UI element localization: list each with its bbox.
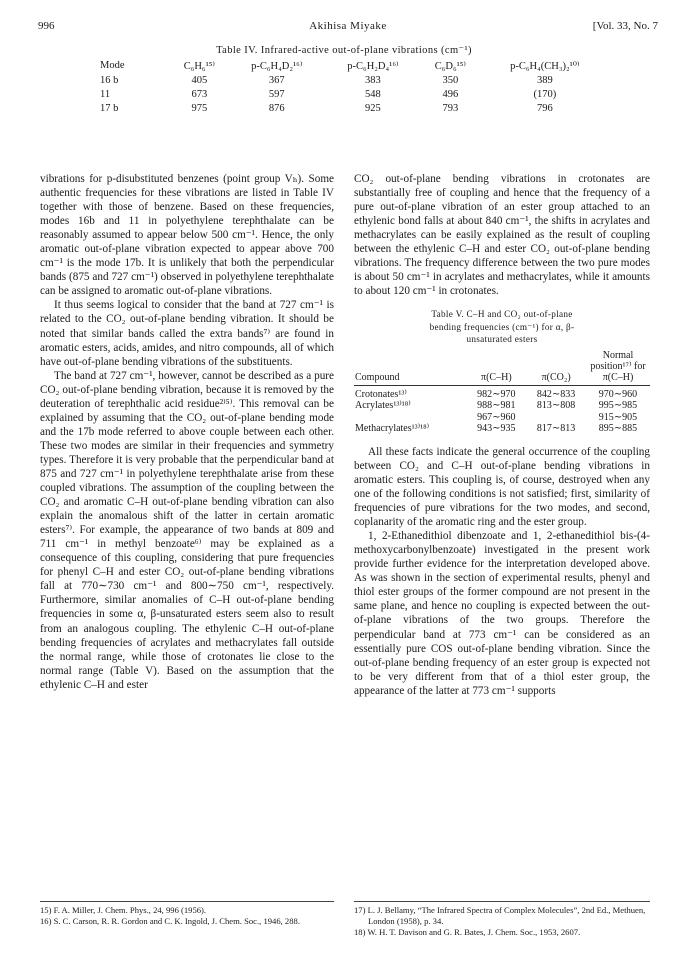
table-row xyxy=(100,73,610,87)
caption-line: Table V. C–H and CO₂ out-of-plane xyxy=(431,309,573,320)
table-cell: 496 xyxy=(442,88,459,100)
table-cell: 389 xyxy=(536,74,553,86)
table-cell: 982∼970 xyxy=(477,388,516,400)
table-cell: 943∼935 xyxy=(477,423,516,435)
table-cell: 813∼808 xyxy=(536,400,576,412)
table-cell: Methacrylates¹³⁾¹⁸⁾ xyxy=(355,423,430,435)
body-paragraph: The band at 727 cm⁻¹, however, cannot be described as a pure CO₂ out-of-plane bending vibration, because it is removed by the deuteration of terephthalic acid residue²⁾⁵⁾. This removal can be explained by assuming that the CO₂ out-of-plane bending mode and the 17b mode referred to above couple between each other. These two modes are similar in their frequencies and symmetry types. Therefore it is very probable that the perpendicular band at 875 and 727 cm⁻¹ in polyethylene terephthalate arise from these coupled vibrations. The assumption of the coupling between the CO₂ and aromatic C–H out-of-plane bending vibration can also explain the anomalous shift of the latter in certain aromatic esters⁷⁾. For example, the appearance of two bands at 809 and 711 cm⁻¹ in methyl benzoate⁶⁾ may be explained as a consequence of this coupling, considering that pure frequencies for phenyl C–H and ester CO₂ out-of-plane bending vibrations fall at 770∼730 cm⁻¹ and 800∼750 cm⁻¹, respectively. Furthermore, similar anomalies of C–H out-of-plane bending frequencies in some α, β-unsaturated esters seem also to result from an analogous coupling. The ethylenic C–H out-of-plane bending frequencies of acrylates and methacrylates fall outside the normal range, while those of crotonates lie close to the normal range (Table V). Based on the assumption that the ethylenic C–H and ester xyxy=(40,369,334,691)
caption-line: bending frequencies (cm⁻¹) for α, β- xyxy=(429,321,575,332)
body-paragraph: All these facts indicate the general occurrence of the coupling between CO₂ and C–H out-of-plane bending vibrations in aromatic esters. This coupling is, of course, destroyed when any one of the following conditions is not satisfied; first, similarity of frequencies of pure vibrations for the two modes, and second, coplanarity of the aromatic ring and the ester group. xyxy=(354,445,650,529)
table-header-cell: C₆D₆¹⁵⁾ xyxy=(434,60,466,72)
table-header-cell: π(CO₂) xyxy=(526,350,586,386)
table-cell: 405 xyxy=(191,74,208,86)
table-cell: 597 xyxy=(268,88,285,100)
table-cell: 673 xyxy=(191,88,208,100)
table-cell: 548 xyxy=(365,88,381,100)
left-column xyxy=(40,172,334,692)
table-cell: Crotonates¹³⁾ xyxy=(355,388,407,400)
table-cell: 793 xyxy=(442,102,459,114)
table-cell: Acrylates¹³⁾¹⁸⁾ xyxy=(355,400,411,412)
caption-line: unsaturated esters xyxy=(466,334,538,345)
table-header-row xyxy=(354,350,650,386)
table-v xyxy=(354,350,650,435)
table-cell: 383 xyxy=(365,74,381,86)
table-cell: 988∼981 967∼960 xyxy=(477,400,516,423)
table-cell: 367 xyxy=(268,74,285,86)
table-header-cell: Compound xyxy=(354,350,466,386)
table-cell: 842∼833 xyxy=(536,388,576,400)
footnote: 16) S. C. Carson, R. R. Gordon and C. K. Ingold, J. Chem. Soc., 1946, 288. xyxy=(40,916,300,926)
footnotes-left xyxy=(40,901,334,927)
table-cell: 970∼960 xyxy=(598,388,638,400)
volume-info: [Vol. 33, No. 7 xyxy=(592,20,658,32)
table-v-caption xyxy=(354,308,650,346)
table-header-cell: p-C₆H₂D₄¹⁶⁾ xyxy=(347,60,399,72)
body-paragraph: CO₂ out-of-plane bending vibrations in crotonates are substantially free of coupling and hence that the frequency of a pure out-of-plane vibration of an ester group attached to an ethylenic bond falls at about 840 cm⁻¹, the shifts in acrylates and methacrylates can be easily explained as the result of coupling between the ethylenic C–H and ester CO₂ out-of-plane bending vibrations. The frequency difference between the two pure modes is about 50 cm⁻¹ in acrylates and methacrylates, while it amounts to about 120 cm⁻¹ in crotonates. xyxy=(354,173,650,298)
running-author: Akihisa Miyake xyxy=(309,20,387,32)
table-row xyxy=(100,101,610,115)
table-iv xyxy=(100,58,610,115)
table-header-cell: p-C₆H₄D₂¹⁶⁾ xyxy=(251,60,303,72)
right-column xyxy=(354,172,650,698)
footnote: 18) W. H. T. Davison and G. R. Bates, J. Chem. Soc., 1953, 2607. xyxy=(354,927,581,937)
table-cell: 925 xyxy=(365,102,381,114)
table-row xyxy=(354,385,650,400)
body-paragraph: vibrations for p-disubstituted benzenes (point group Vₕ). Some authentic frequencies for these vibrations are listed in Table IV together with those of benzene. Based on these frequencies, modes 16b and 11 in polyethylene terephthalate can be reasonably assumed to appear below 500 cm⁻¹. Hence, the only aromatic out-of-plane vibration expected to appear above 700 cm⁻¹ is the mode 17b. It is unlikely that both the perpendicular bands (875 and 727 cm⁻¹) observed in polyethylene terephthalate can be assigned to aromatic out-of-plane vibrations. xyxy=(40,173,334,298)
table-cell: 17 b xyxy=(100,102,119,114)
footnote: 15) F. A. Miller, J. Chem. Phys., 24, 996 (1956). xyxy=(40,905,207,915)
table-cell: 876 xyxy=(268,102,285,114)
table-header-cell: Mode xyxy=(100,60,125,71)
table-iv-caption: Table IV. Infrared-active out-of-plane vibrations (cm⁻¹) xyxy=(216,45,472,56)
table-cell: (170) xyxy=(533,88,557,100)
table-row xyxy=(354,423,650,435)
table-cell: 11 xyxy=(100,88,111,100)
table-cell: 796 xyxy=(536,102,553,114)
footnotes-right xyxy=(354,901,650,938)
table-cell: 995∼985 915∼905 xyxy=(598,400,638,423)
table-row xyxy=(100,87,610,101)
table-header-cell: p-C₆H₄(CH₃)₂¹⁰⁾ xyxy=(510,60,580,72)
table-cell: 895∼885 xyxy=(598,423,638,435)
footnote: 17) L. J. Bellamy, “The Infrared Spectra of Complex Molecules”, 2nd Ed., Methuen, London (1958), p. 34. xyxy=(354,905,646,926)
table-header-cell: Normal position¹⁷⁾ for π(C–H) xyxy=(586,350,650,386)
table-header-cell: π(C–H) xyxy=(466,350,526,386)
table-cell: 975 xyxy=(191,102,208,114)
page-number: 996 xyxy=(38,20,55,32)
table-cell: 350 xyxy=(442,74,459,86)
table-row xyxy=(354,400,650,423)
table-cell: 817∼813 xyxy=(536,423,576,435)
table-header-cell: C₆H₆¹⁵⁾ xyxy=(183,60,215,72)
table-header-row xyxy=(100,58,610,73)
body-paragraph: It thus seems logical to consider that the band at 727 cm⁻¹ is related to the CO₂ out-of-plane bending vibration. It should be noted that similar bands called the extra bands⁷⁾ are found in aromatic esters, acids, amides, and nitro compounds, all of which have out-of-plane bending vibrations of the substituents. xyxy=(40,299,334,368)
body-paragraph: 1, 2-Ethanedithiol dibenzoate and 1, 2-ethanedithiol bis-(4-methoxycarbonylbenzoate) investigated in the present work provide further evidence for the interpretation developed above. As was shown in the section of experimental results, phenyl and thiol ester groups of the former compound are not present in the same plane, and hence no coupling is expected between the out-of-plane vibrations of the two groups. Therefore the perpendicular band at 773 cm⁻¹ can be considered as an essentially pure COS out-of-plane bending vibration. Since the out-of-plane bending frequency of an ester group is expected not to be very different from that of a thiol ester group, the appearance of the latter at 773 cm⁻¹ supports xyxy=(354,530,650,697)
table-cell: 16 b xyxy=(100,74,119,86)
